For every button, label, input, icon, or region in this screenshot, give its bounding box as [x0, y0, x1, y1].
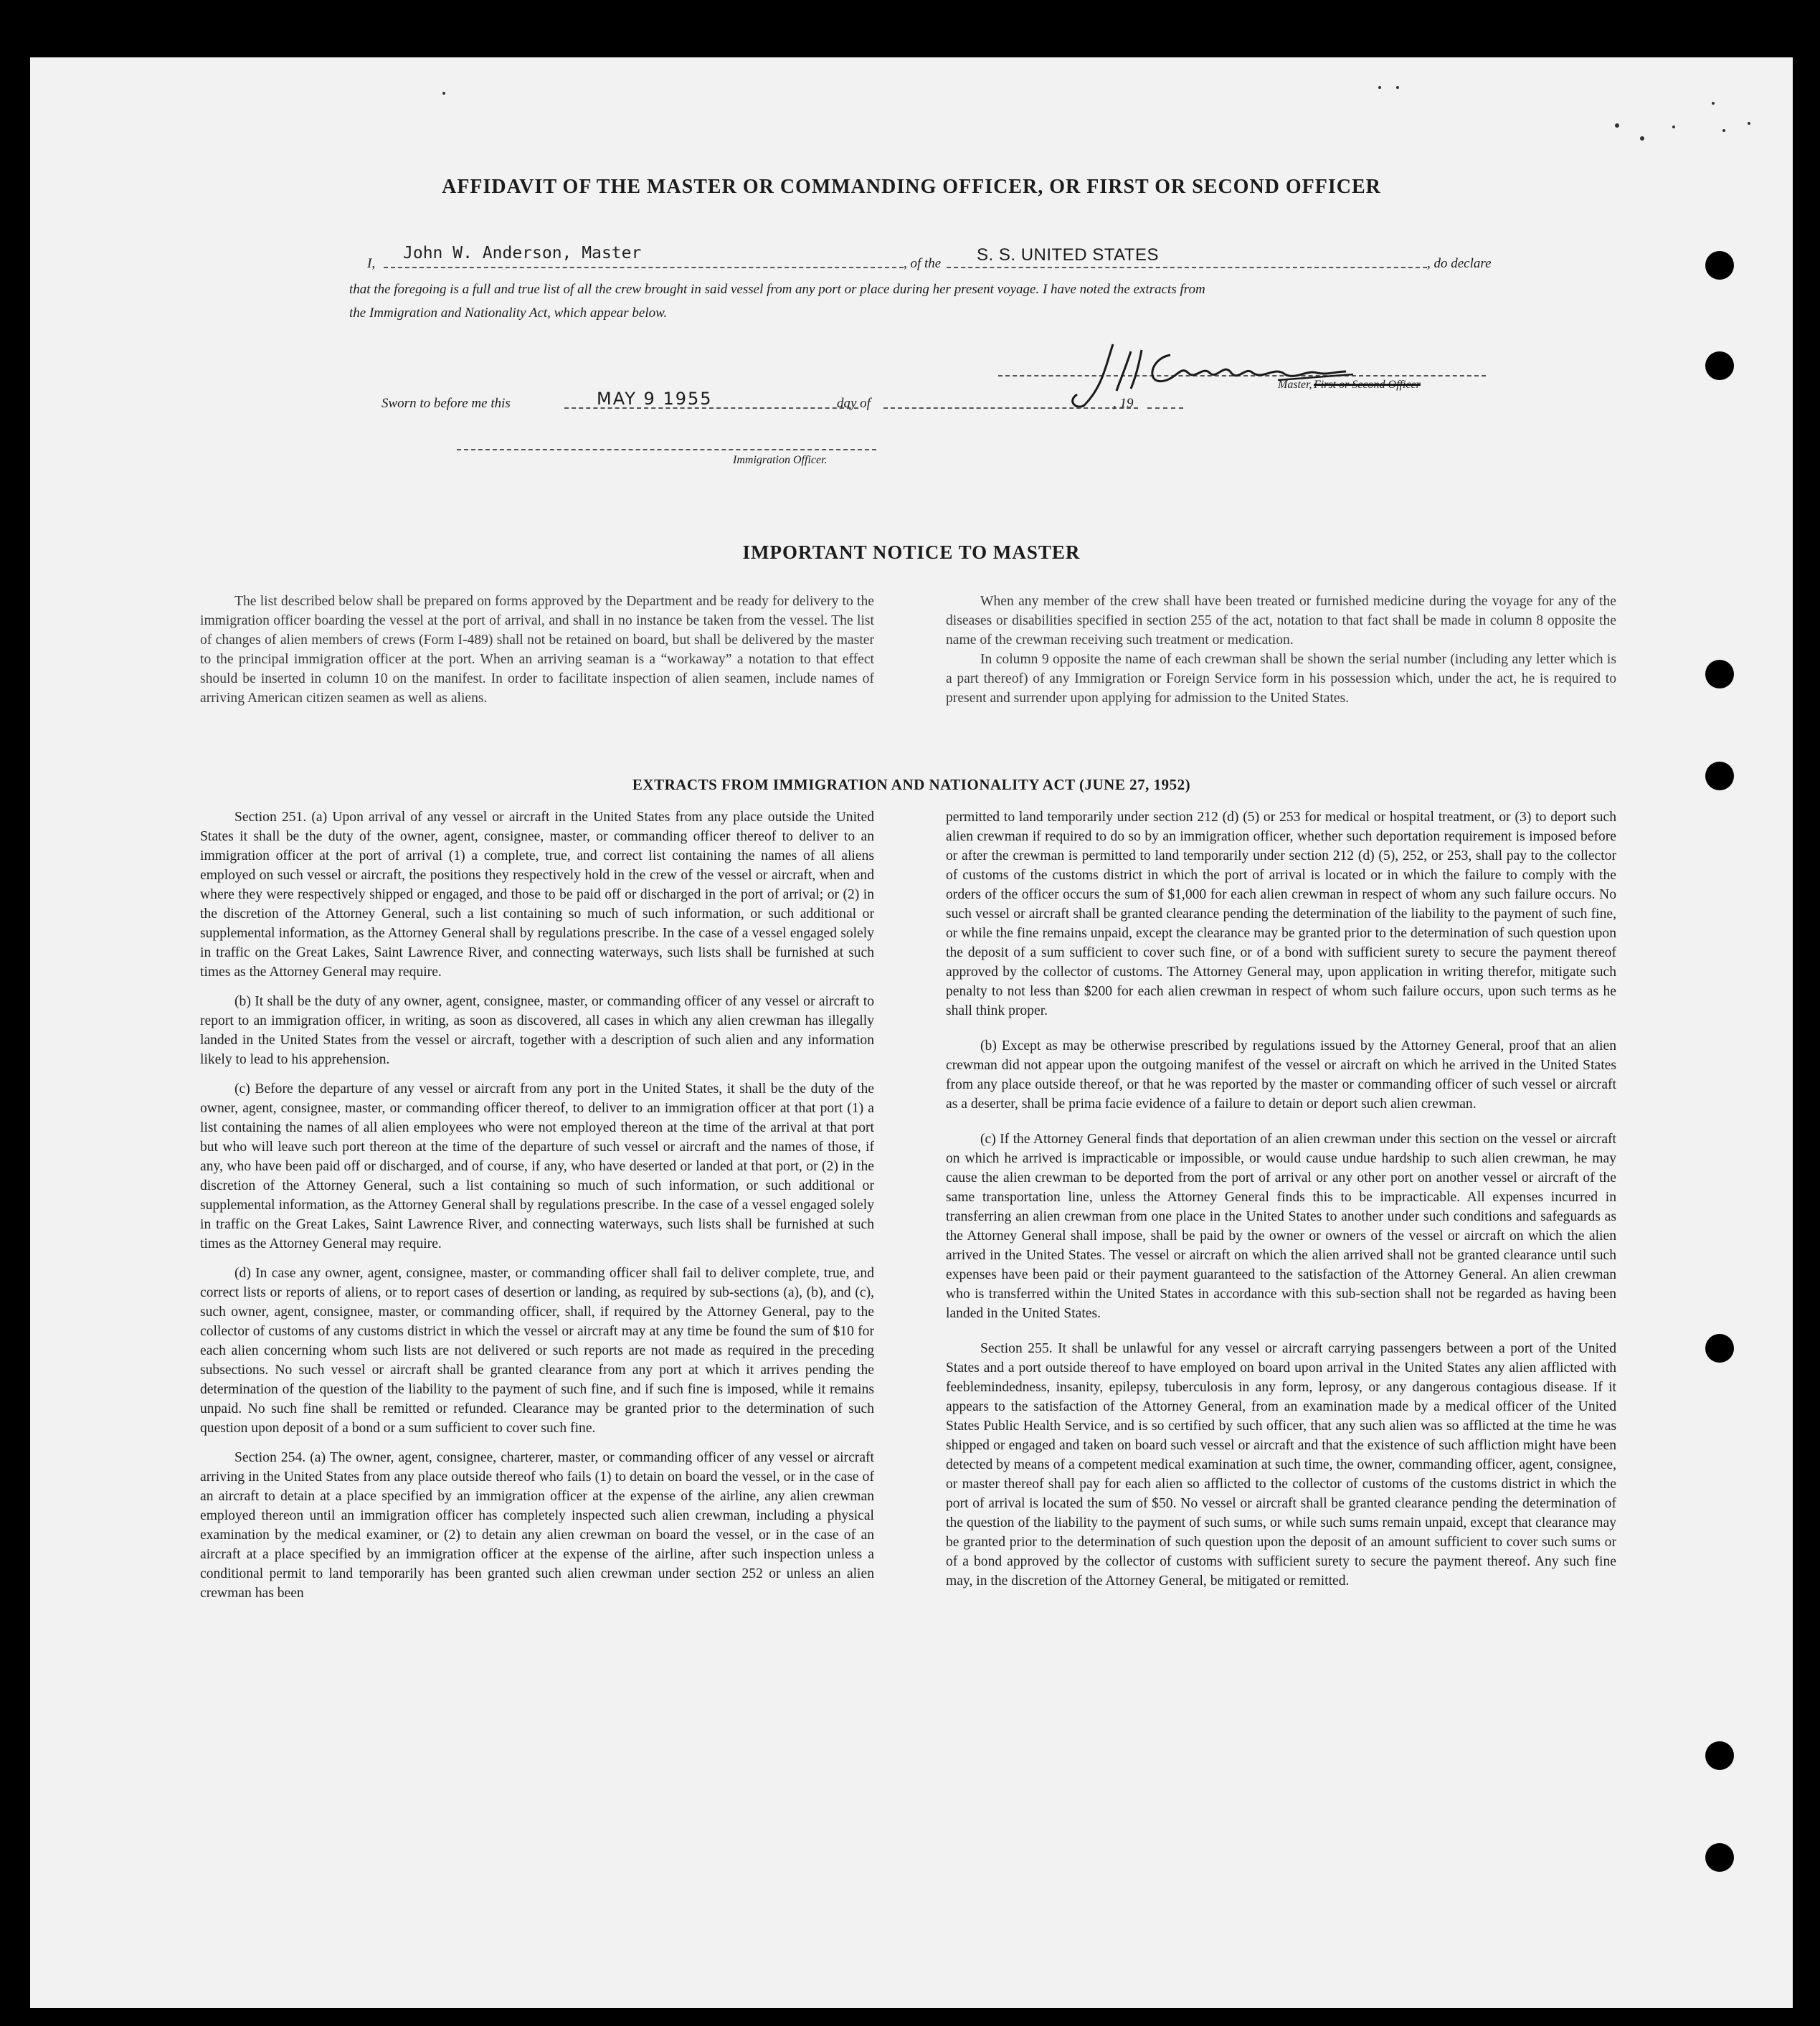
affidavit-title: AFFIDAVIT OF THE MASTER OR COMMANDING OFFICER, OR FIRST OR SECOND OFFICER [442, 176, 1381, 198]
immigration-officer-label: Immigration Officer. [733, 454, 828, 466]
extracts-left-column [200, 808, 874, 1613]
of-the-label: , of the [904, 256, 942, 271]
notice-title: IMPORTANT NOTICE TO MASTER [742, 541, 1081, 563]
signer-title-master: Master, [1278, 379, 1312, 391]
notice-left-column [200, 592, 874, 718]
section-254-b: (b) Except as may be otherwise prescribed by regulations issued by the Attorney General, proof that an alien crewman did not appear upon the outgoing manifest of the vessel or aircraft on which he arrived in the United States from any place outside thereof, or that he was reported by the master or commanding officer of such vessel or aircraft as a deserter, shall be prima facie evidence of a failure to detain or deport such alien crewman. [946, 1038, 1616, 1112]
punch-hole [1705, 351, 1734, 380]
speck [442, 92, 445, 95]
speck [1672, 126, 1675, 128]
sworn-date: MAY 9 1955 [597, 389, 713, 409]
punch-hole [1705, 1334, 1734, 1363]
section-254-a-continued: permitted to land temporarily under section 212 (d) (5) or 253 for medical or hospital treatment, or (3) to deport such alien crewman if required to do so by an immigration officer, whether such deportation requirement is imposed before or after the crewman is permitted to land temporarily under section 212 (d) (5), 252, or 253, shall pay to the collector of customs of the customs district in which the port of arrival is located or in which the failure to comply with the orders of the officer occurs the sum of $1,000 for each alien crewman in respect of whom any such failure occurs. No such vessel or aircraft shall be granted clearance pending the determination of the liability to the payment of such fine, or while the fine remains unpaid, except the clearance may be granted prior to the determination of such question upon the deposit of a sum sufficient to cover such fine, or of a bond with sufficient surety to secure the payment thereof approved by the collector of customs. The Attorney General may, upon application in writing therefor, mitigate such penalty to not less than $200 for each alien crewman in respect of whom such failure occurs, upon such terms as he shall think proper. [946, 810, 1616, 1018]
speck [1640, 136, 1644, 141]
notice-left-paragraph: The list described below shall be prepared on forms approved by the Department and be ready for delivery to the immigration officer boarding the vessel at the port of arrival, and shall in no instance be taken from the vessel. The list of changes of alien members of crews (Form I-489) shall not be retained on board, but shall be delivered by the master to the principal immigration officer at the port. When an arriving seaman is a “workaway” a notation to that effect should be inserted in column 10 on the manifest. In order to facilitate inspection of alien seamen, include names of arriving American citizen seamen as well as aliens. [200, 594, 874, 706]
speck [1396, 86, 1399, 89]
notice-right-paragraph-2: In column 9 opposite the name of each crewman shall be shown the serial number (including any letter which is a part thereof) of any Immigration or Foreign Service form in his possession which, under the act, he is required to present and surrender upon applying for admission to the United States. [946, 652, 1616, 706]
day-of-label: day of [837, 396, 871, 411]
section-251-c: (c) Before the departure of any vessel or aircraft from any port in the United States, it shall be the duty of the owner, agent, consignee, master, or commanding officer thereof, to deliver to an immigration officer at that port (1) a list containing the names of all alien employees who were not employed thereon at the time of the arrival at that port but who will leave such port thereon at the time of the departure of such vessel or aircraft and the names of those, if any, who have been paid off or discharged, and of course, if any, who have deserted or landed at that port, or (2) in the discretion of the Attorney General, such a list containing so much of such information, or such additional or supplemental information, as the Attorney General shall by regulations prescribe. In the case of a vessel engaged solely in traffic on the Great Lakes, Saint Lawrence River, and connecting waterways, such lists shall be furnished at such times as the Attorney General may require. [200, 1081, 874, 1251]
section-251-d: (d) In case any owner, agent, consignee, master, or commanding officer shall fail to deliver complete, true, and correct lists or reports of aliens, or to report cases of desertion or landing, as required by sub-sections (a), (b), and (c), such owner, agent, consignee, master, or commanding officer, shall, if required by the Attorney General, pay to the collector of customs of any customs district in which the vessel or aircraft may at any time be found the sum of $10 for each alien concerning whom such lists are not delivered or such reports are not made as required in the preceding subsections. No such vessel or aircraft shall be granted clearance from any port at which it arrives pending the determination of the question of the liability to the payment of such fine, and if such fine is imposed, while it remains unpaid. No such fine shall be remitted or refunded. Clearance may be granted prior to the determination of such question upon deposit of a bond or a sum sufficient to cover such fine. [200, 1266, 874, 1436]
speck [1378, 86, 1381, 89]
year-line [1147, 407, 1183, 409]
vessel-name-line [947, 267, 1427, 268]
speck [1722, 129, 1725, 132]
master-name: John W. Anderson, Master [403, 244, 642, 262]
vessel-name: S. S. UNITED STATES [977, 245, 1159, 265]
sworn-label: Sworn to before me this [381, 396, 511, 411]
section-251-a: Section 251. (a) Upon arrival of any vessel or aircraft in the United States from any place outside the United States it shall be the duty of the owner, agent, consignee, master, or commanding officer thereof to deliver to an immigration officer at the port of arrival (1) a complete, true, and correct list containing the names of all aliens employed on such vessel or aircraft, the positions they respectively hold in the crew of the vessel or aircraft, when and where they were respectively shipped or engaged, and those to be paid off or discharged in the port of arrival; or (2) in the discretion of the Attorney General, such a list containing so much of such information, or such additional or supplemental information, as the Attorney General shall by regulations prescribe. In the case of a vessel engaged solely in traffic on the Great Lakes, Saint Lawrence River, and connecting waterways, such lists shall be furnished at such times as the Attorney General may require. [200, 810, 874, 980]
month-line [883, 407, 1138, 409]
speck [1615, 123, 1619, 128]
document-page [30, 57, 1793, 2008]
speck [1712, 102, 1715, 105]
speck [1748, 122, 1750, 125]
do-declare-label: , do declare [1427, 256, 1492, 271]
declaration-line-1: that the foregoing is a full and true list of all the crew brought in said vessel from any port or place during her present voyage. I have noted the extracts from [349, 282, 1205, 297]
section-254-a: Section 254. (a) The owner, agent, consignee, charterer, master, or commanding officer of any vessel or aircraft arriving in the United States from any place outside thereof who fails (1) to detain on board the vessel, or in the case of an aircraft to detain at a place specified by an immigration officer at the expense of the airline, any alien crewman employed thereon until an immigration officer has completely inspected such alien crewman, including a physical examination by the medical examiner, or (2) to detain any alien crewman on board the vessel, or in the case of an aircraft at a place specified by an immigration officer at the expense of the airline, after such inspection unless a conditional permit to land temporarily has been granted such alien crewman under section 252 or unless an alien crewman has been [200, 1450, 874, 1601]
declaration-line-2: the Immigration and Nationality Act, which appear below. [349, 306, 668, 321]
master-name-line [384, 267, 904, 268]
punch-hole [1705, 660, 1734, 688]
punch-hole [1705, 251, 1734, 280]
section-255: Section 255. It shall be unlawful for any vessel or aircraft carrying passengers between a port of the United States and a port outside thereof to have employed on board upon arrival in the United States any alien afflicted with feeblemindedness, insanity, epilepsy, tuberculosis in any form, leprosy, or any dangerous contagious disease. If it appears to the satisfaction of the Attorney General, from an examination made by a medical officer of the United States Public Health Service, and is so certified by such officer, that any such alien was so afflicted at the time he was shipped or engaged and taken on board such vessel or aircraft and that the existence of such affliction might have been detected by means of a competent medical examination at such time, the owner, commanding officer, agent, consignee, or master thereof shall pay for each alien so afflicted to the collector of customs of the customs district in which the port of arrival is located the sum of $50. No vessel or aircraft shall be granted clearance pending the determination of the question of the liability to the payment of such sums, or while such sums remain unpaid, except that clearance may be granted prior to the determination of such question upon the deposit of an amount sufficient to cover such sums or of a bond approved by the collector of customs with sufficient surety to secure the payment thereof. Any such fine may, in the discretion of the Attorney General, be mitigated or remitted. [946, 1341, 1616, 1589]
section-251-b: (b) It shall be the duty of any owner, agent, consignee, master, or commanding officer of any vessel or aircraft to report to an immigration officer, in writing, as soon as discovered, all cases in which any alien crewman has illegally landed in the United States from the vessel or aircraft, together with a description of such alien and any information likely to lead to his apprehension. [200, 994, 874, 1067]
notice-right-column [946, 592, 1616, 718]
punch-hole [1705, 1843, 1734, 1872]
notice-right-paragraph-1: When any member of the crew shall have been treated or furnished medicine during the voyage for any of the diseases or disabilities specified in section 255 of the act, notation to that fact shall be made in column 8 opposite the name of the crewman receiving such treatment or medication. [946, 594, 1616, 648]
prefix-i: I, [367, 256, 376, 271]
extracts-title: EXTRACTS FROM IMMIGRATION AND NATIONALITY ACT (JUNE 27, 1952) [632, 776, 1191, 793]
immigration-officer-line [457, 449, 876, 450]
punch-hole [1705, 1741, 1734, 1770]
extracts-right-column [946, 808, 1616, 1601]
section-254-c: (c) If the Attorney General finds that deportation of an alien crewman under this section on the vessel or aircraft on which he arrived is impracticable or impossible, or would cause undue hardship to such alien crewman, he may cause the alien crewman to be deported from the port of arrival or any other port on another vessel or aircraft of the same transportation line, unless the Attorney General finds this to be impracticable. All expenses incurred in transferring an alien crewman from one place in the United States to another under such conditions and safeguards as the Attorney General shall impose, shall be paid by the owner or owners of the vessel or aircraft on which the alien arrived in the United States. The vessel or aircraft on which the alien arrived shall not be granted clearance until such expenses have been paid or their payment guaranteed to the satisfaction of the Attorney General. An alien crewman who is transferred within the United States in accordance with this sub-section shall not be regarded as having been landed in the United States. [946, 1132, 1616, 1321]
signer-title-struck: First or Second Officer [1314, 379, 1421, 391]
year-prefix: , 19 [1113, 396, 1134, 411]
